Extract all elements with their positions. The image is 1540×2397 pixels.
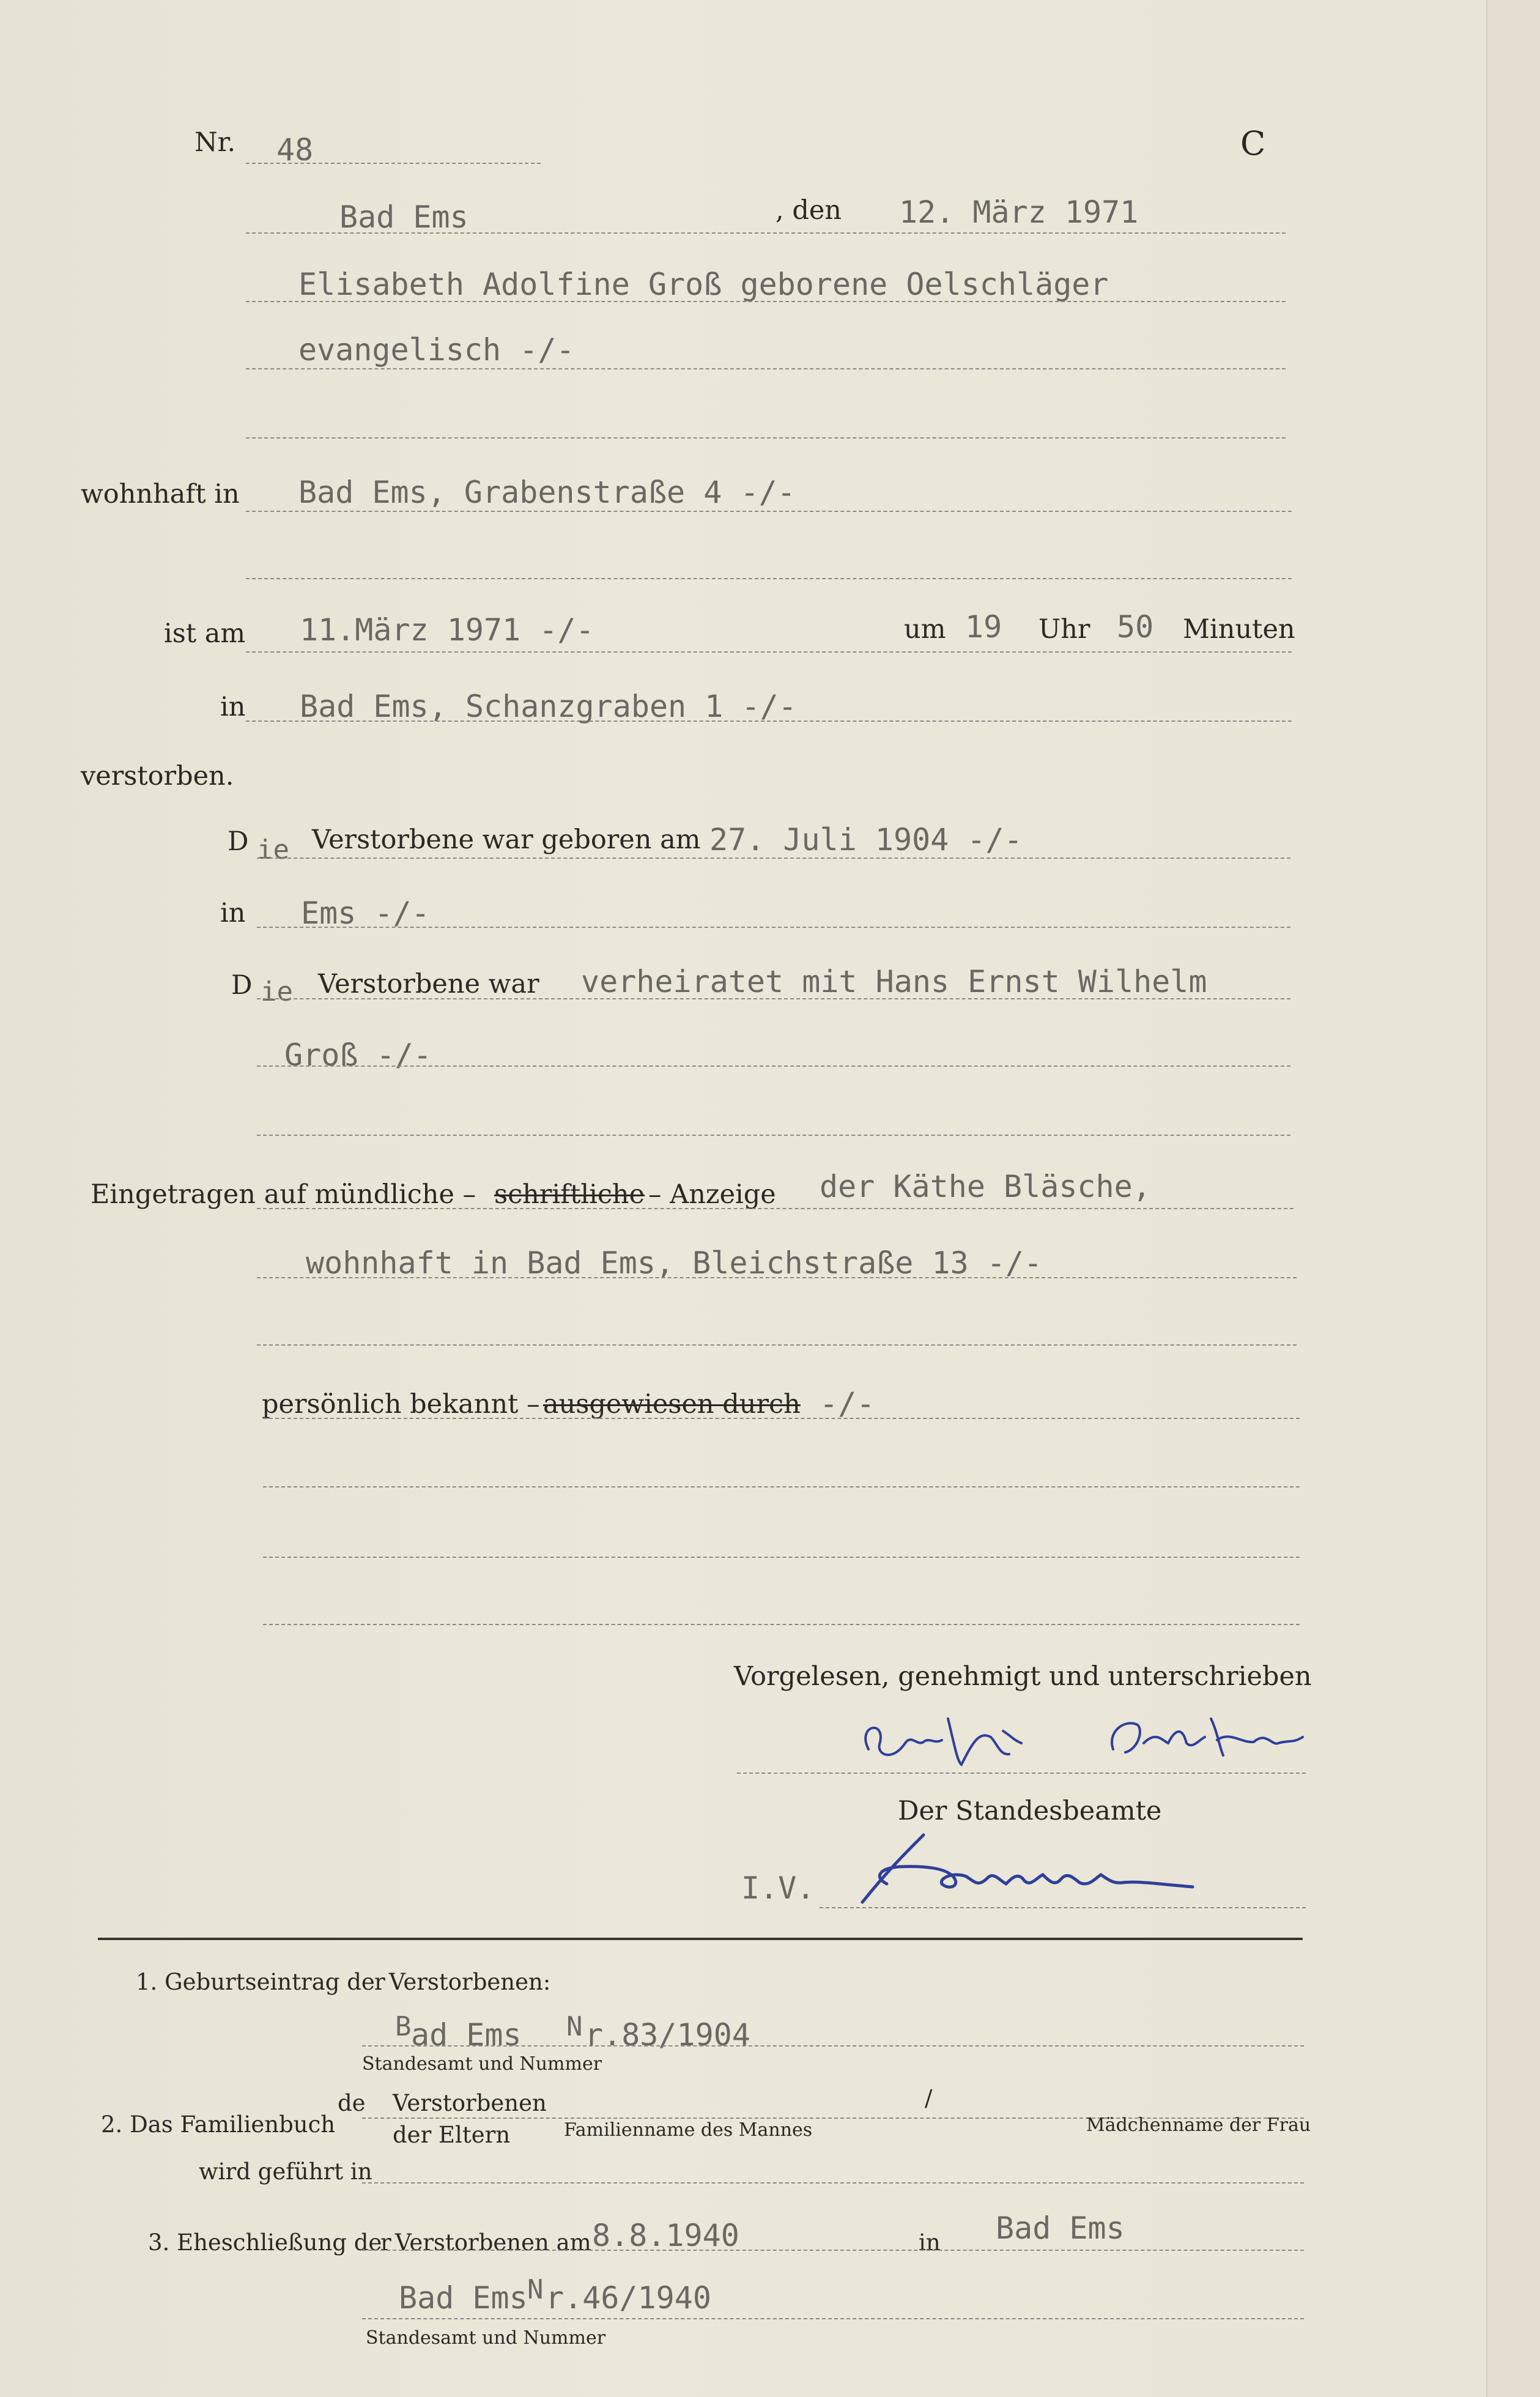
form-letter: C <box>1240 124 1266 163</box>
facing-page-edge <box>1486 0 1540 2397</box>
registration-label-end: – Anzeige <box>648 1179 776 1210</box>
note-3-value-sup: N <box>527 2274 544 2305</box>
death-minutes: 50 <box>1117 609 1154 645</box>
birth-place-line <box>257 927 1290 928</box>
iv-label: I.V. <box>741 1870 815 1906</box>
note-3-date: 8.8.1940 <box>592 2218 739 2253</box>
note-2-de: de <box>338 2090 366 2116</box>
note-2-option-parents: der Eltern <box>393 2122 511 2148</box>
note-2-caption-man: Familienname des Mannes <box>564 2119 813 2141</box>
death-date-value: 11.März 1971 -/- <box>300 612 594 648</box>
signature-line-2 <box>820 1907 1306 1908</box>
note-3-line <box>362 2250 1304 2251</box>
read-approved-label: Vorgelesen, genehmigt und unterschrieben <box>734 1661 1312 1692</box>
blank-line-1 <box>246 437 1286 439</box>
note-3-caption: Standesamt und Nummer <box>366 2327 606 2349</box>
place-value: Bad Ems <box>339 199 468 235</box>
note-1-value-sup: B <box>395 2011 412 2042</box>
blank-line-5 <box>263 1486 1300 1487</box>
informant-line-1 <box>257 1208 1294 1209</box>
birth-d-label: D <box>228 826 249 857</box>
informant-address: wohnhaft in Bad Ems, Bleichstraße 13 -/- <box>306 1245 1043 1281</box>
note-1-value-sup2: N <box>566 2011 583 2042</box>
note-1-caption: Standesamt und Nummer <box>362 2053 602 2075</box>
note-3-value-end: r.46/1940 <box>546 2280 711 2316</box>
uhr-label: Uhr <box>1038 614 1090 645</box>
residence-value: Bad Ems, Grabenstraße 4 -/- <box>298 475 796 510</box>
den-label: , den <box>776 195 842 226</box>
residence-label: wohnhaft in <box>81 479 240 509</box>
note-2-slash: / <box>925 2085 933 2111</box>
note-1-value: ad Ems <box>411 2017 522 2053</box>
note-2-kept-line <box>362 2182 1304 2184</box>
identity-line <box>263 1418 1300 1419</box>
signature-line-1 <box>737 1773 1306 1774</box>
blank-line-7 <box>263 1624 1300 1625</box>
marital-line-1 <box>257 998 1290 999</box>
note-1-label: 1. Geburtseintrag de <box>136 1969 375 1995</box>
identity-value: -/- <box>820 1386 875 1421</box>
death-place-line <box>246 721 1292 722</box>
note-2-caption-woman: Mädchenname der Frau <box>1086 2114 1311 2136</box>
blank-line-6 <box>263 1557 1300 1558</box>
blank-line-2 <box>246 578 1292 579</box>
date-value: 12. März 1971 <box>899 195 1139 230</box>
deceased-name: Elisabeth Adolfine Groß geborene Oelschläger <box>298 267 1109 302</box>
birth-d-suffix: ie <box>257 834 289 865</box>
registration-struck-option: schriftliche <box>494 1179 645 1210</box>
note-3-value: Bad Ems <box>399 2280 528 2316</box>
note-1-label-end: Verstorbenen: <box>389 1969 551 1995</box>
marital-d-label: D <box>231 970 253 1001</box>
note-2-option-deceased: Verstorbenen <box>393 2090 547 2116</box>
minuten-label: Minuten <box>1183 614 1295 645</box>
death-place-value: Bad Ems, Schanzgraben 1 -/- <box>300 689 797 724</box>
note-3-suffix: r <box>380 2229 391 2256</box>
note-3-in-label: in <box>919 2229 941 2256</box>
note-2-kept-label: wird geführt in <box>199 2158 372 2185</box>
note-3-value-line <box>362 2318 1304 2319</box>
marital-line-2 <box>257 1065 1290 1067</box>
identity-label: persönlich bekannt – <box>262 1389 540 1420</box>
registration-label-start: Eingetragen auf mündliche – <box>91 1179 476 1210</box>
informant-line-2 <box>257 1277 1297 1278</box>
nr-value: 48 <box>276 132 314 168</box>
verstorben-label: verstorben. <box>81 761 234 791</box>
section-divider <box>98 1938 1303 1940</box>
informant-name: der Käthe Bläsche, <box>820 1169 1151 1204</box>
birth-place-value: Ems -/- <box>301 895 430 931</box>
religion-line <box>246 368 1286 369</box>
nr-line <box>246 163 541 164</box>
birth-place-label: in <box>220 898 246 928</box>
death-date-line <box>246 651 1292 653</box>
note-3-place: Bad Ems <box>996 2210 1125 2246</box>
place-date-line <box>246 232 1286 234</box>
official-label: Der Standesbeamte <box>898 1796 1162 1826</box>
note-1-value-end: r.83/1904 <box>585 2017 750 2053</box>
note-2-label: 2. Das Familienbuch <box>101 2111 336 2138</box>
blank-line-3 <box>257 1135 1290 1136</box>
note-1-suffix: r <box>374 1969 385 1995</box>
identity-struck-option: ausgewiesen durch <box>543 1389 801 1420</box>
nr-label: Nr. <box>194 127 236 158</box>
note-3-label: 3. Eheschließung de <box>148 2229 382 2256</box>
marital-value-1: verheiratet mit Hans Ernst Wilhelm <box>581 964 1207 999</box>
death-date-label: ist am <box>164 618 246 649</box>
death-place-label: in <box>220 692 246 722</box>
registrar-signature <box>850 1810 1242 1914</box>
birth-date-line <box>257 858 1290 859</box>
note-1-line <box>362 2045 1304 2047</box>
birth-date-value: 27. Juli 1904 -/- <box>709 822 1023 858</box>
informant-signature <box>850 1706 1327 1774</box>
um-label: um <box>904 614 946 645</box>
residence-line <box>246 511 1292 512</box>
marital-d-suffix: ie <box>261 976 293 1007</box>
name-line <box>246 301 1286 302</box>
death-hour: 19 <box>965 609 1002 645</box>
marital-value-2: Groß -/- <box>284 1037 432 1073</box>
religion-value: evangelisch -/- <box>298 332 575 368</box>
note-3-label-mid: Verstorbenen am <box>395 2229 591 2256</box>
marital-label: Verstorbene war <box>318 969 539 999</box>
birth-label: Verstorbene war geboren am <box>312 824 701 855</box>
blank-line-4 <box>257 1344 1297 1346</box>
